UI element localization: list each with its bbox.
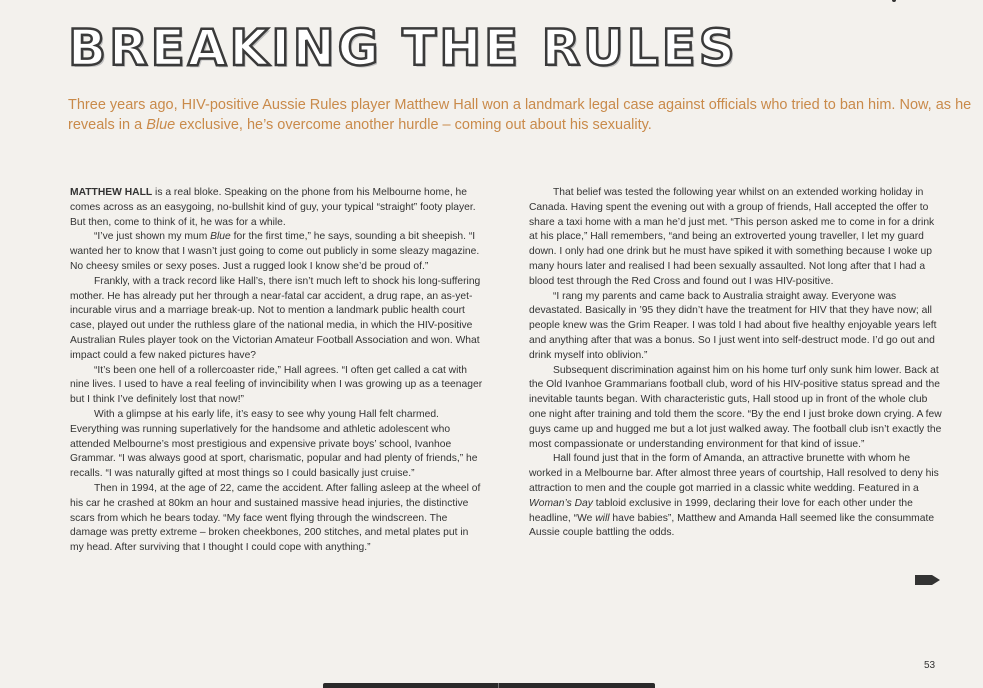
article-column-left bbox=[70, 186, 483, 556]
page-title: BREAKING THE RULES bbox=[68, 19, 738, 77]
paragraph: Subsequent discrimination against him on his home turf only sunk him lower. Back at the Old Ivanhoe Grammarians football club, word of his HIV-positive status spread and the inevitable taunts began. With characteristic guts, Hall stood up in front of the whole club one night after training and told them the score. “By the end I just broke down crying. A few guys came up and hugged me but a lot just walked away. The football club isn’t exactly the most compassionate or understanding environment for that kind of issue.” bbox=[529, 364, 942, 450]
continue-arrow-icon bbox=[915, 574, 941, 586]
magazine-name: Blue bbox=[146, 117, 176, 133]
paragraph: MATTHEW HALL is a real bloke. Speaking on the phone from his Melbourne home, he comes across as an easygoing, no-bullshit kind of guy, your typical “straight” footy player. But then, come to think of it, he was for a while. bbox=[70, 187, 476, 228]
bottom-bar bbox=[323, 683, 655, 688]
paragraph: Then in 1994, at the age of 22, came the accident. After falling asleep at the wheel of his car he crashed at 80km an hour and sustained massive head injuries, the distinctive scars from which he bears today. “My face went flying through the windscreen. The damage was pretty extreme – broken cheekbones, 200 stitches, and metal plates put in my head. After surviving that I thought I could cope with anything.” bbox=[70, 482, 481, 554]
article-column-right bbox=[529, 186, 942, 541]
page-number: 53 bbox=[924, 660, 936, 671]
paragraph: “It’s been one hell of a rollercoaster ride,” Hall agrees. “I often get called a cat with nine lives. I used to have a real feeling of invincibility when I was growing up as a teenager but I think I’ve definitely lost that now!” bbox=[70, 364, 483, 406]
standfirst: Three years ago, HIV-positive Aussie Rules player Matthew Hall won a landmark legal case against officials who tried to ban him. Now, as he reveals in a Blue exclusive, he’s overcome another hurdle – coming out about his sexuality. bbox=[68, 97, 972, 133]
bottom-bar-divider bbox=[498, 683, 499, 688]
paragraph: “I’ve just shown my mum Blue for the first time,” he says, sounding a bit sheepish. “I wanted her to know that I wasn’t just going to come out publicly in some sleazy magazine. No cheesy smiles or sexy poses. Just a rugged look I know she’d be proud of.” bbox=[70, 231, 480, 272]
lead-name: MATTHEW HALL bbox=[70, 187, 153, 198]
paragraph: Hall found just that in the form of Amanda, an attractive brunette with whom he worked in a Melbourne bar. After almost three years of courtship, Hall resolved to deny his attraction to men and the couple got married in a classic white wedding. Featured in a Woman’s Day tabloid exclusive in 1999, declaring their love for each other under the headline, “We will have babies”, Matthew and Amanda Hall seemed like the consummate Aussie couple battling the odds. bbox=[529, 453, 939, 539]
corner-mark bbox=[892, 0, 896, 2]
paragraph: “I rang my parents and came back to Australia straight away. Everyone was devastated. Basically in ’95 they didn’t have the treatment for HIV that they have now; all people knew was the Grim Reaper. I was told I had about five healthy enjoyable years left and anything after that was a bonus. So I just went into self-destruct mode. I’d go out and drink myself into oblivion.” bbox=[529, 290, 937, 361]
paragraph: With a glimpse at his early life, it’s easy to see why young Hall felt charmed. Everything was running superlatively for the handsome and athletic adolescent who attended Melbourne’s most prestigious and expensive private boys’ school, Ivanhoe Grammar. “I was always good at sport, charismatic, popular and had plenty of friends,” he recalls. “I was naturally gifted at most things so I could basically just cruise.” bbox=[70, 408, 478, 480]
paragraph: That belief was tested the following year whilst on an extended working holiday in Canada. Having spent the evening out with a group of friends, Hall accepted the offer to share a taxi home with a man he’d just met. “This person asked me to come in for a drink at his place,” Hall remembers, “and being an extroverted young traveller, I let my guard down. I only had one drink but he must have spiked it with something because I woke up many hours later and realised I had been sexually assaulted. Not long after that I had a blood test through the Red Cross and found out I was HIV-positive. bbox=[529, 187, 935, 287]
paragraph: Frankly, with a track record like Hall’s, there isn’t much left to shock his long-suffering mother. He has already put her through a near-fatal car accident, a drug rape, an as-yet-incurable virus and a marriage break-up. Not to mention a landmark public health court case, played out under the ruthless glare of the national media, in which the HIV-positive Australian Rules player took on the Victorian Amateur Football Association and won. What impact could a few naked pictures have? bbox=[70, 275, 481, 361]
